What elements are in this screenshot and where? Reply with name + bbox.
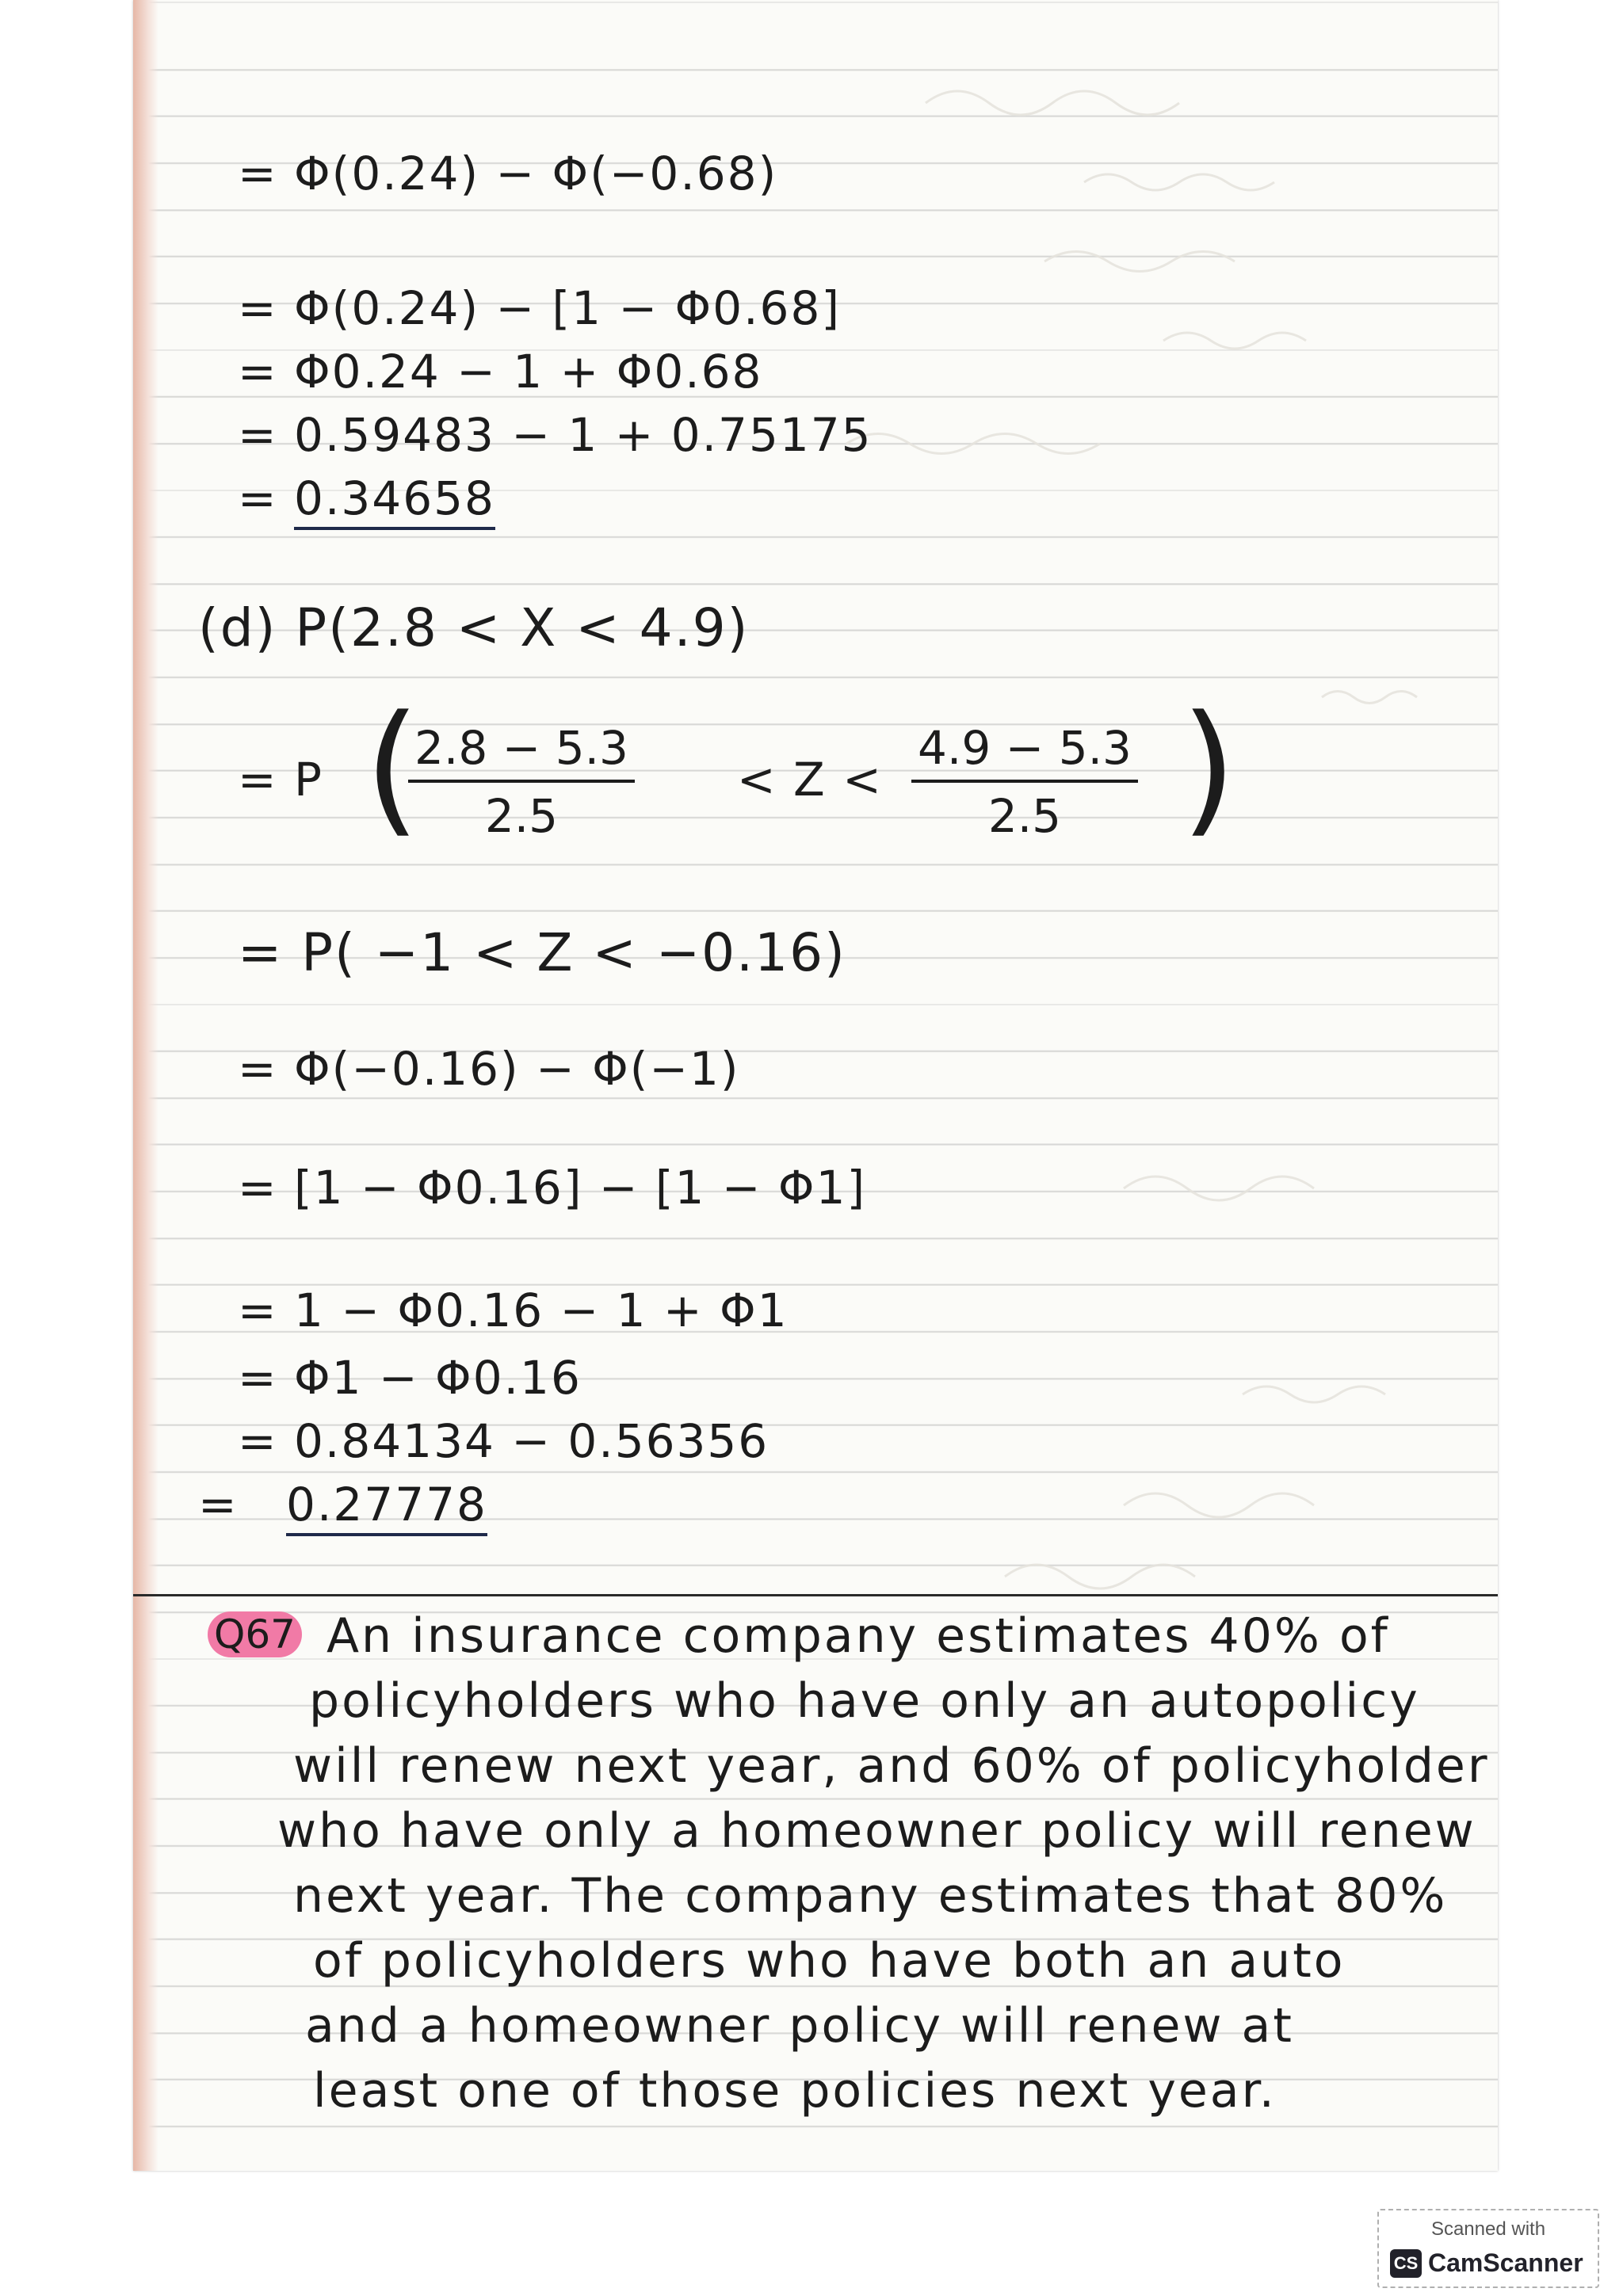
fraction-right-numerator: 4.9 − 5.3 bbox=[911, 721, 1138, 783]
part-d-label: (d) bbox=[198, 597, 277, 658]
step-d-2: = Φ(−0.16) − Φ(−1) bbox=[238, 1042, 740, 1096]
step-c-4: = 0.59483 − 1 + 0.75175 bbox=[238, 408, 873, 462]
result-c: 0.34658 bbox=[294, 471, 495, 530]
step-d-1: = P( −1 < Z < −0.16) bbox=[238, 922, 846, 983]
question-line-3: will renew next year, and 60% of policyholder bbox=[293, 1738, 1490, 1794]
question-line-5: next year. The company estimates that 80% bbox=[293, 1868, 1448, 1924]
fraction-left-numerator: 2.8 − 5.3 bbox=[408, 721, 635, 783]
fraction-left bbox=[408, 721, 635, 843]
question-line-7: and a homeowner policy will renew at bbox=[305, 1998, 1294, 2054]
question-line-8: least one of those policies next year. bbox=[313, 2063, 1277, 2119]
camscanner-logo-icon: CS bbox=[1390, 2249, 1422, 2278]
watermark-brand: CamScanner bbox=[1428, 2248, 1583, 2277]
step-c-3: = Φ0.24 − 1 + Φ0.68 bbox=[238, 345, 763, 399]
watermark-caption: Scanned with bbox=[1430, 2218, 1546, 2240]
step-d-7 bbox=[198, 1478, 487, 1531]
fraction-right-denominator: 2.5 bbox=[987, 789, 1062, 843]
step-d-5: = Φ1 − Φ0.16 bbox=[238, 1351, 582, 1405]
inequality-middle: < Z < bbox=[737, 753, 883, 807]
question-line-1: An insurance company estimates 40% of bbox=[327, 1608, 1390, 1664]
part-d-statement bbox=[198, 597, 750, 658]
step-c-5 bbox=[238, 471, 495, 525]
page-edge-shadow bbox=[133, 0, 158, 2171]
right-paren: ) bbox=[1181, 685, 1237, 851]
step-d-6: = 0.84134 − 0.56356 bbox=[238, 1414, 769, 1468]
question-number-highlight: Q67 bbox=[208, 1611, 302, 1657]
step-d-3: = [1 − Φ0.16] − [1 − Φ1] bbox=[238, 1161, 867, 1215]
step-c-1: = Φ(0.24) − Φ(−0.68) bbox=[238, 147, 778, 200]
standardize-prefix: = P bbox=[238, 753, 324, 807]
step-d-4: = 1 − Φ0.16 − 1 + Φ1 bbox=[238, 1283, 789, 1337]
equals-sign: = bbox=[238, 471, 295, 525]
result-d: 0.27778 bbox=[286, 1478, 487, 1536]
question-line-2: policyholders who have only an autopolicy bbox=[309, 1673, 1420, 1729]
question-line-4: who have only a homeowner policy will renew bbox=[277, 1803, 1476, 1859]
section-divider bbox=[133, 1594, 1498, 1596]
step-c-2: = Φ(0.24) − [1 − Φ0.68] bbox=[238, 281, 841, 335]
question-line-6: of policyholders who have both an auto bbox=[313, 1933, 1346, 1989]
fraction-left-denominator: 2.5 bbox=[484, 789, 559, 843]
camscanner-watermark bbox=[1377, 2209, 1599, 2288]
left-paren: ( bbox=[365, 685, 421, 851]
equals-sign: = bbox=[198, 1478, 255, 1531]
fraction-right bbox=[911, 721, 1138, 843]
watermark-brand-row bbox=[1390, 2248, 1583, 2278]
part-d-expression: P(2.8 < X < 4.9) bbox=[295, 597, 750, 658]
